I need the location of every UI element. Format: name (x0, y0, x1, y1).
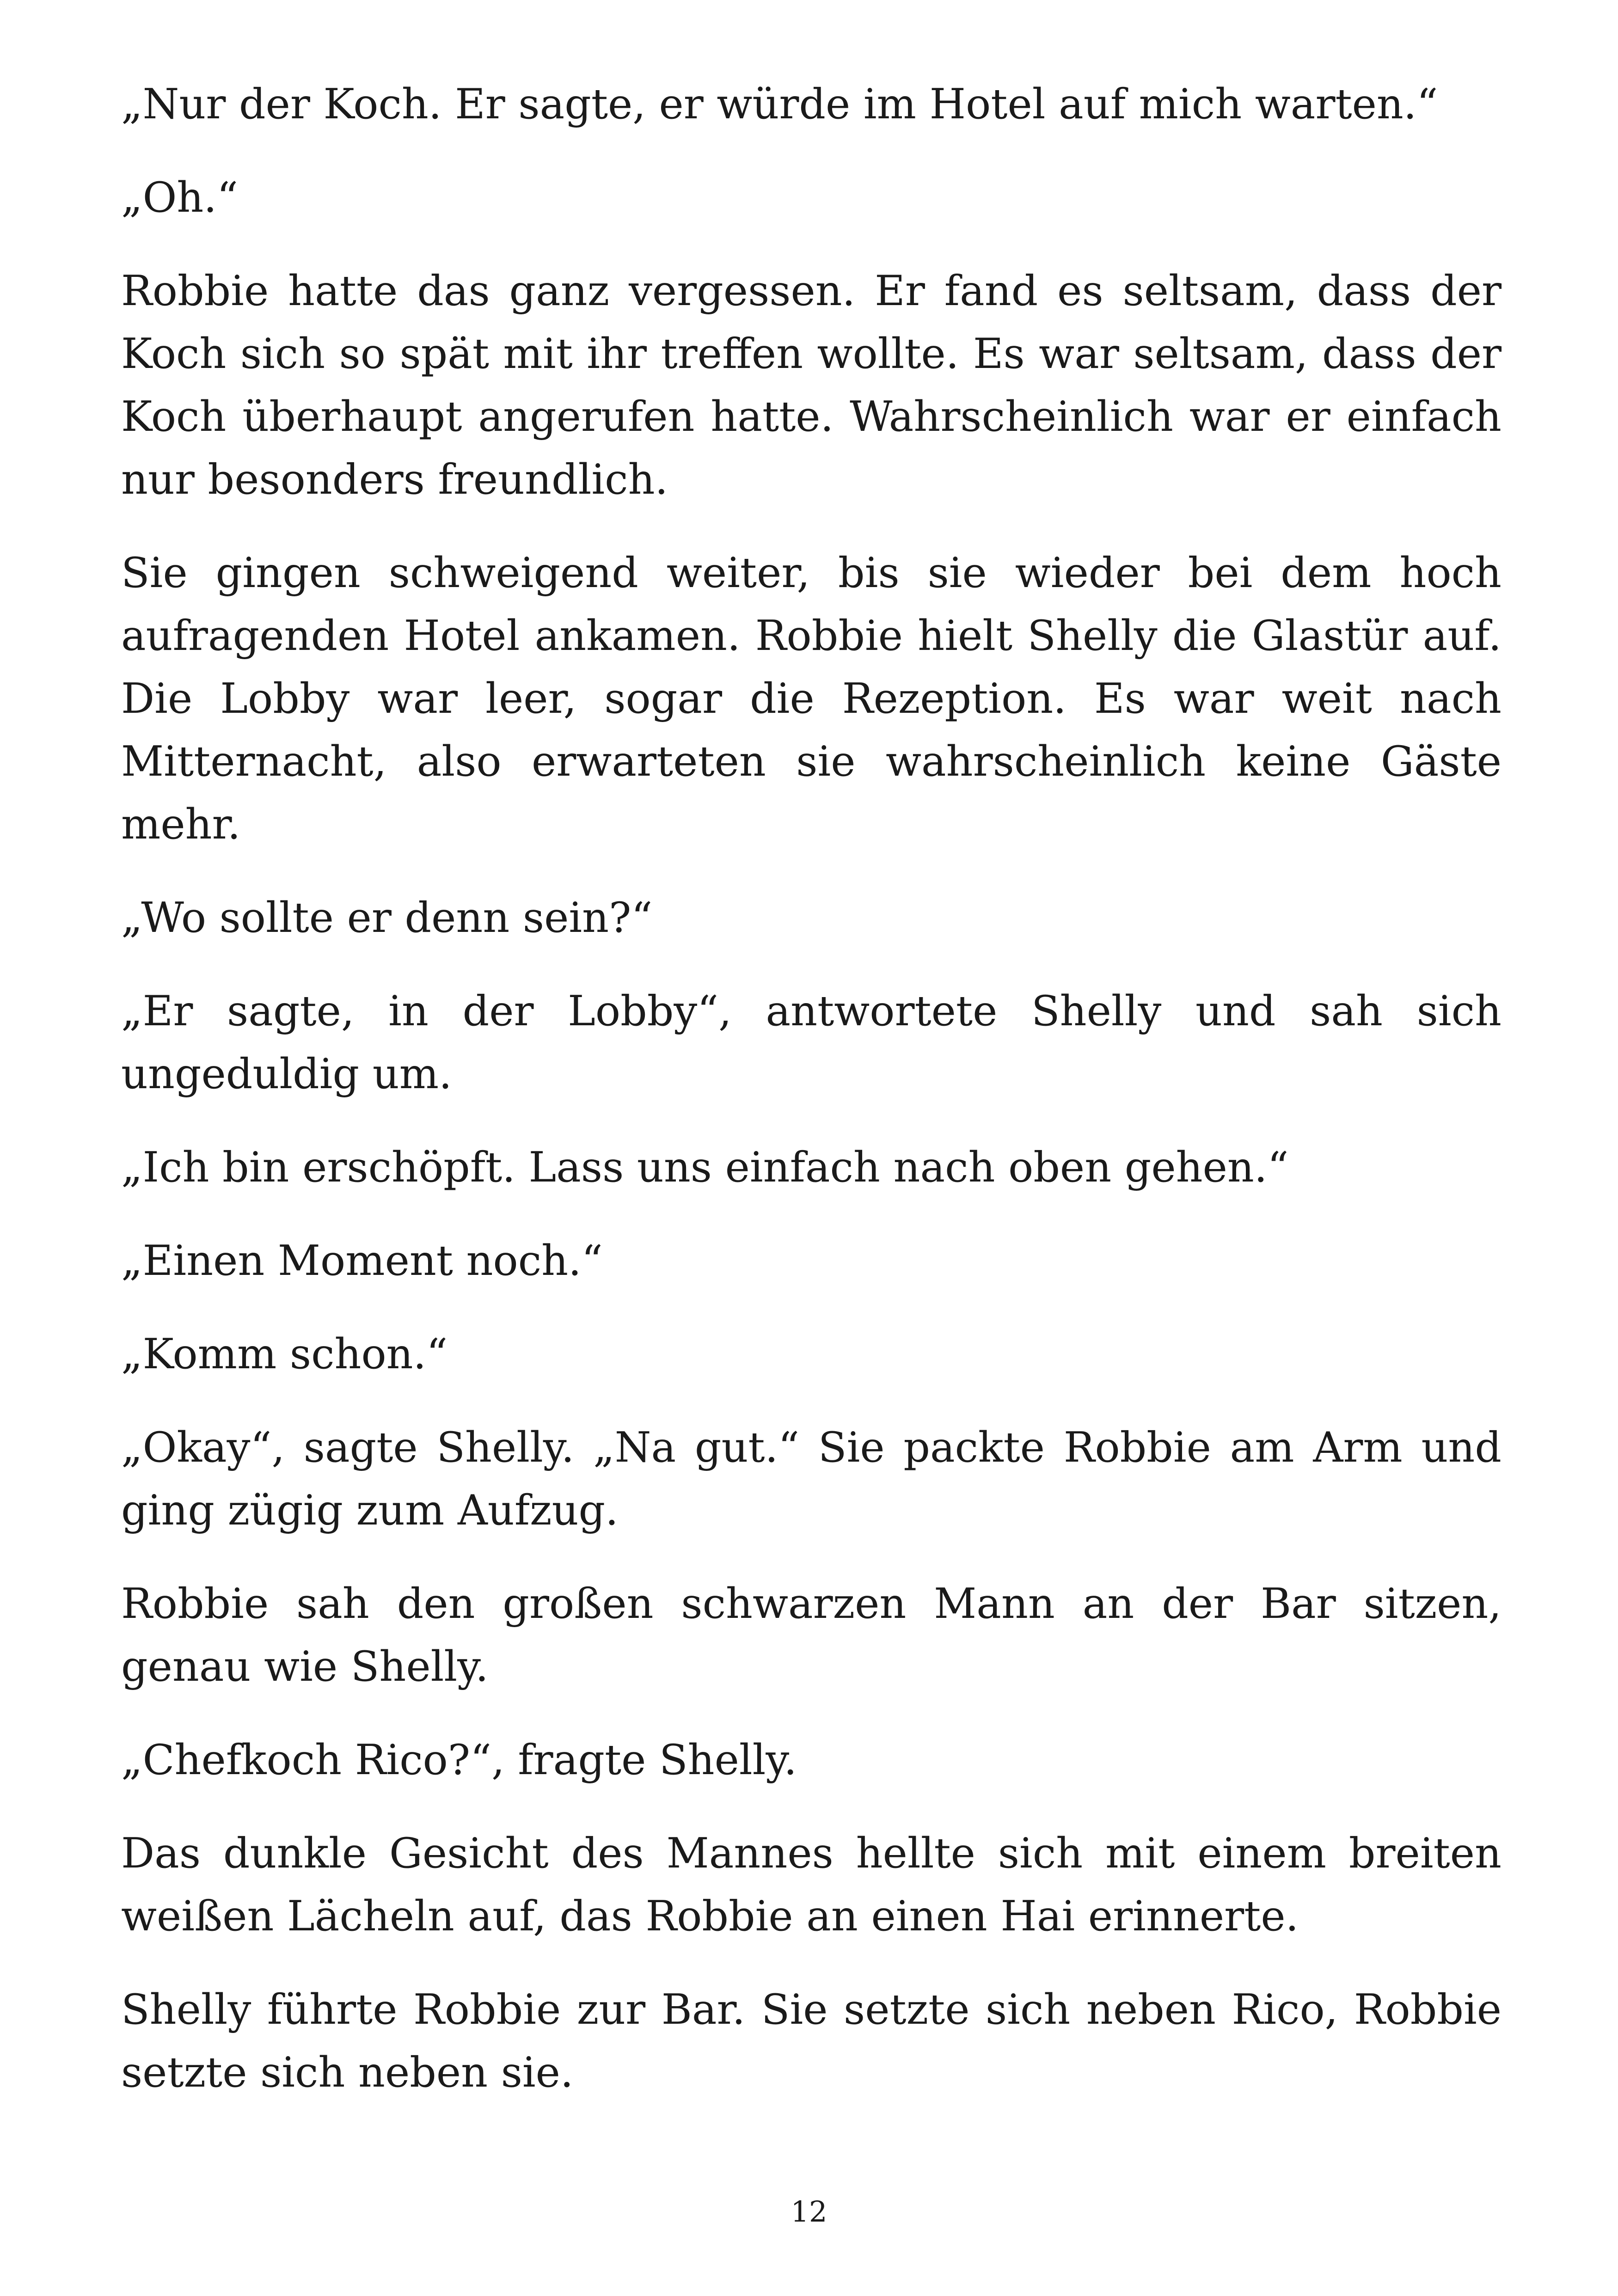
paragraph-10: „Okay“, sagte Shelly. „Na gut.“ Sie packte Robbie am Arm und ging zügig zum Aufzug. (121, 1423, 1502, 1535)
paragraph-8: „Einen Moment noch.“ (121, 1237, 603, 1285)
paragraph-1: „Nur der Koch. Er sagte, er würde im Hotel auf mich warten.“ (121, 80, 1438, 129)
text-body (121, 73, 1502, 2135)
paragraph-3: Robbie hatte das ganz vergessen. Er fand es seltsam, dass der Koch sich so spät mit ihr treffen wollte. Es war seltsam, dass der Koch überhaupt angerufen hatte. Wahrscheinlich war er einfach nur besonders freundlich. (121, 267, 1502, 504)
paragraph-5: „Wo sollte er denn sein?“ (121, 894, 653, 942)
paragraph-2: „Oh.“ (121, 173, 238, 222)
paragraph-12: „Chefkoch Rico?“, fragte Shelly. (121, 1736, 797, 1784)
paragraph-9: „Komm schon.“ (121, 1330, 448, 1378)
paragraph-13: Das dunkle Gesicht des Mannes hellte sich mit einem breiten weißen Lächeln auf, das Robbie an einen Hai erinnerte. (121, 1829, 1502, 1941)
page-number: 12 (791, 2195, 827, 2229)
paragraph-11: Robbie sah den großen schwarzen Mann an der Bar sitzen, genau wie Shelly. (121, 1580, 1502, 1691)
paragraph-4: Sie gingen schweigend weiter, bis sie wieder bei dem hoch aufragenden Hotel ankamen. Robbie hielt Shelly die Glastür auf. Die Lobby war leer, sogar die Rezeption. Es war weit nach Mitternacht, also erwarteten sie wahrscheinlich keine Gäste mehr. (121, 549, 1502, 849)
paragraph-7: „Ich bin erschöpft. Lass uns einfach nach oben gehen.“ (121, 1143, 1289, 1192)
paragraph-14: Shelly führte Robbie zur Bar. Sie setzte sich neben Rico, Robbie setzte sich neben sie. (121, 1985, 1502, 2097)
paragraph-6: „Er sagte, in der Lobby“, antwortete Shelly und sah sich ungeduldig um. (121, 987, 1502, 1098)
